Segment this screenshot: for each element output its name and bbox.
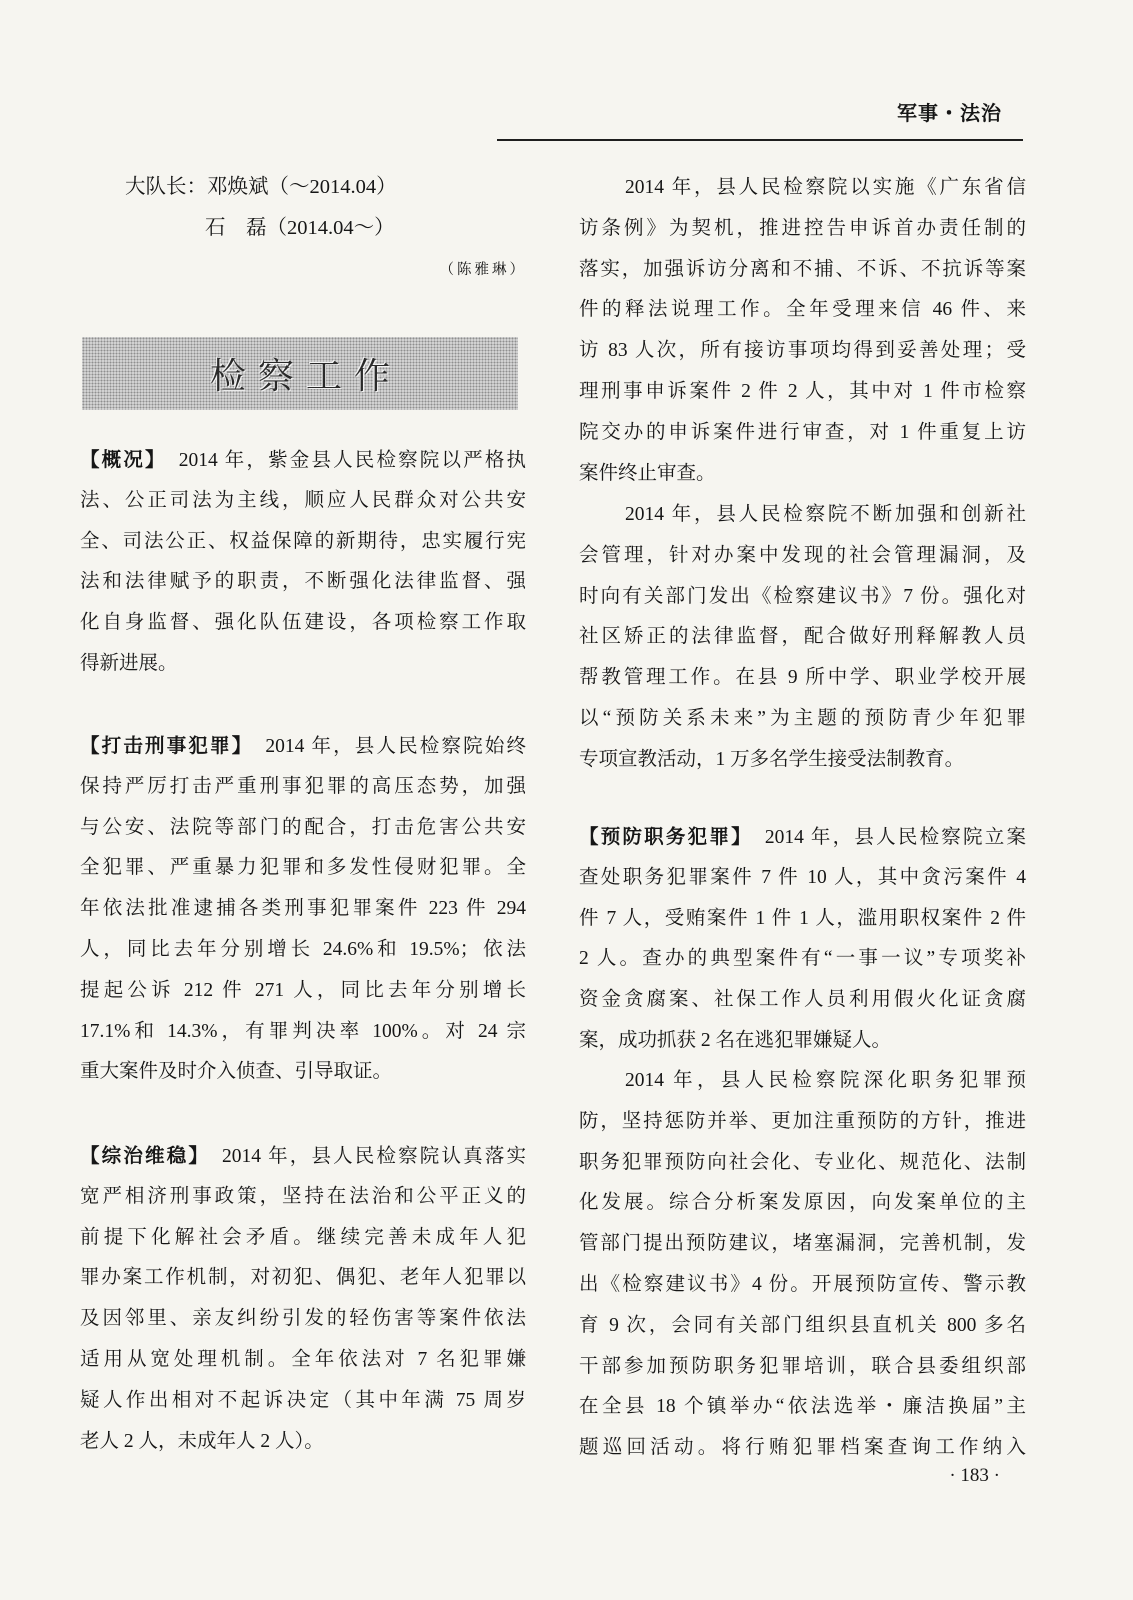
paragraph-line: 罪办案工作机制，对初犯、偶犯、老年人犯罪以 — [80, 1267, 526, 1289]
paragraph-line: 疑人作出相对不起诉决定（其中年满 75 周岁 — [80, 1389, 526, 1411]
paragraph-line: 化自身监督、强化队伍建设，各项检察工作取 — [80, 612, 526, 634]
left-column — [80, 0, 526, 1600]
paragraph-line: 人，同比去年分别增长 24.6%和 19.5%；依法 — [80, 938, 526, 960]
paragraph-line — [80, 1136, 526, 1177]
paragraph-petitions — [579, 168, 1026, 494]
paragraph-line: 老人 2 人，未成年人 2 人）。 — [80, 1430, 324, 1452]
paragraph-line: 访条例》为契机，推进控告申诉首办责任制的 — [579, 217, 1026, 239]
paragraph-line: 2014 年，县人民检察院以实施《广东省信 — [625, 177, 1026, 198]
paragraph-overview — [80, 440, 526, 685]
paragraph-line: 专项宣教活动，1 万多名学生接受法制教育。 — [579, 748, 965, 770]
paragraph-line: 与公安、法院等部门的配合，打击危害公共安 — [80, 816, 526, 838]
personnel-entry-captain: 大队长：邓焕斌（～2014.04） — [125, 176, 397, 198]
paragraph-line: 育 9 次，会同有关部门组织县直机关 800 多名 — [579, 1314, 1026, 1336]
paragraph-line: 得新进展。 — [80, 652, 178, 674]
paragraph-text: 2014 年，县人民检察院认真落实 — [222, 1146, 526, 1167]
paragraph-text: 2014 年，县人民检察院立案 — [764, 827, 1026, 848]
paragraph-label: 【打击刑事犯罪】 — [80, 734, 254, 757]
paragraph-label: 【预防职务犯罪】 — [579, 825, 753, 848]
page-number: · 183 · — [949, 1465, 1000, 1486]
paragraph-line: 法、公正司法为主线，顺应人民群众对公共安 — [80, 489, 526, 511]
paragraph-line: 2014 年，县人民检察院不断加强和创新社 — [625, 504, 1026, 525]
running-header-section: 军事・法治 — [897, 101, 1002, 125]
paragraph-label: 【综治维稳】 — [80, 1144, 211, 1167]
paragraph-line: 出《检察建议书》4 份。开展预防宣传、警示教 — [579, 1273, 1026, 1295]
paragraph-line: 会管理，针对办案中发现的社会管理漏洞，及 — [579, 544, 1026, 566]
right-column — [579, 0, 1026, 1600]
paragraph-label: 【概况】 — [80, 448, 167, 471]
paragraph-duty-crime-prevention — [579, 817, 1026, 1062]
paragraph-stability — [80, 1136, 526, 1462]
paragraph-line: 及因邻里、亲友纠纷引发的轻伤害等案件依法 — [80, 1308, 526, 1330]
paragraph-line: 案件终止审查。 — [579, 462, 716, 484]
paragraph-line: 帮教管理工作。在县 9 所中学、职业学校开展 — [579, 667, 1026, 689]
section-title: 检察工作 — [209, 356, 402, 397]
paragraph-line: 保持严厉打击严重刑事犯罪的高压态势，加强 — [80, 775, 526, 797]
paragraph-social-management — [579, 495, 1026, 781]
paragraph-line: 前提下化解社会矛盾。继续完善未成年人犯 — [80, 1226, 526, 1248]
paragraph-line: 以“预防关系未来”为主题的预防青少年犯罪 — [579, 707, 1026, 729]
paragraph-duty-crime-prevention-continued — [579, 1061, 1026, 1469]
paragraph-line — [579, 817, 1026, 858]
paragraph-line: 资金贪腐案、社保工作人员利用假火化证贪腐 — [579, 989, 1026, 1011]
paragraph-line: 全、司法公正、权益保障的新期待，忠实履行宪 — [80, 530, 526, 552]
paragraph-line: 件 7 人，受贿案件 1 件 1 人，滥用职权案件 2 件 — [579, 907, 1026, 929]
personnel-entry-successor: 石 磊（2014.04～） — [205, 217, 395, 239]
paragraph-line: 重大案件及时介入侦查、引导取证。 — [80, 1061, 393, 1083]
paragraph-line: 提起公诉 212 件 271 人，同比去年分别增长 — [80, 979, 526, 1001]
paragraph-line: 管部门提出预防建议，堵塞漏洞，完善机制，发 — [579, 1233, 1026, 1255]
paragraph-line: 宽严相济刑事政策，坚持在法治和公平正义的 — [80, 1185, 526, 1207]
paragraph-line: 落实，加强诉访分离和不捕、不诉、不抗诉等案 — [579, 258, 1026, 280]
byline-author: （陈雅琳） — [439, 262, 527, 278]
paragraph-text: 2014 年，紫金县人民检察院以严格执 — [178, 450, 526, 471]
paragraph-crime-crackdown — [80, 726, 526, 1093]
paragraph-line: 职务犯罪预防向社会化、专业化、规范化、法制 — [579, 1151, 1026, 1173]
paragraph-line: 案，成功抓获 2 名在逃犯罪嫌疑人。 — [579, 1029, 892, 1051]
paragraph-line: 化发展。综合分析案发原因，向发案单位的主 — [579, 1192, 1026, 1214]
paragraph-line: 时向有关部门发出《检察建议书》7 份。强化对 — [579, 585, 1026, 607]
paragraph-line: 2014 年，县人民检察院深化职务犯罪预 — [625, 1070, 1026, 1091]
paragraph-line: 件的释法说理工作。全年受理来信 46 件、来 — [579, 299, 1026, 321]
paragraph-line: 全犯罪、严重暴力犯罪和多发性侵财犯罪。全 — [80, 857, 526, 879]
paragraph-line: 法和法律赋予的职责，不断强化法律监督、强 — [80, 571, 526, 593]
paragraph-line — [80, 440, 526, 481]
paragraph-line: 在全县 18 个镇举办“依法选举・廉洁换届”主 — [579, 1396, 1026, 1418]
paragraph-line: 查处职务犯罪案件 7 件 10 人，其中贪污案件 4 — [579, 866, 1026, 888]
paragraph-line: 17.1%和 14.3%，有罪判决率 100%。对 24 宗 — [80, 1020, 526, 1042]
paragraph-line: 干部参加预防职务犯罪培训，联合县委组织部 — [579, 1355, 1026, 1377]
paragraph-line: 适用从宽处理机制。全年依法对 7 名犯罪嫌 — [80, 1348, 526, 1370]
paragraph-line: 防，坚持惩防并举、更加注重预防的方针，推进 — [579, 1110, 1026, 1132]
paragraph-line: 题巡回活动。将行贿犯罪档案查询工作纳入 — [579, 1437, 1026, 1459]
paragraph-line — [80, 726, 526, 767]
paragraph-text: 2014 年，县人民检察院始终 — [265, 736, 526, 757]
paragraph-line: 社区矫正的法律监督，配合做好刑释解教人员 — [579, 626, 1026, 648]
paragraph-line: 年依法批准逮捕各类刑事犯罪案件 223 件 294 — [80, 898, 526, 920]
paragraph-line: 院交办的申诉案件进行审查，对 1 件重复上访 — [579, 421, 1026, 443]
paragraph-line: 2 人。查办的典型案件有“一事一议”专项奖补 — [579, 948, 1026, 970]
paragraph-line: 访 83 人次，所有接访事项均得到妥善处理；受 — [579, 340, 1026, 362]
paragraph-line: 理刑事申诉案件 2 件 2 人，其中对 1 件市检察 — [579, 380, 1026, 402]
